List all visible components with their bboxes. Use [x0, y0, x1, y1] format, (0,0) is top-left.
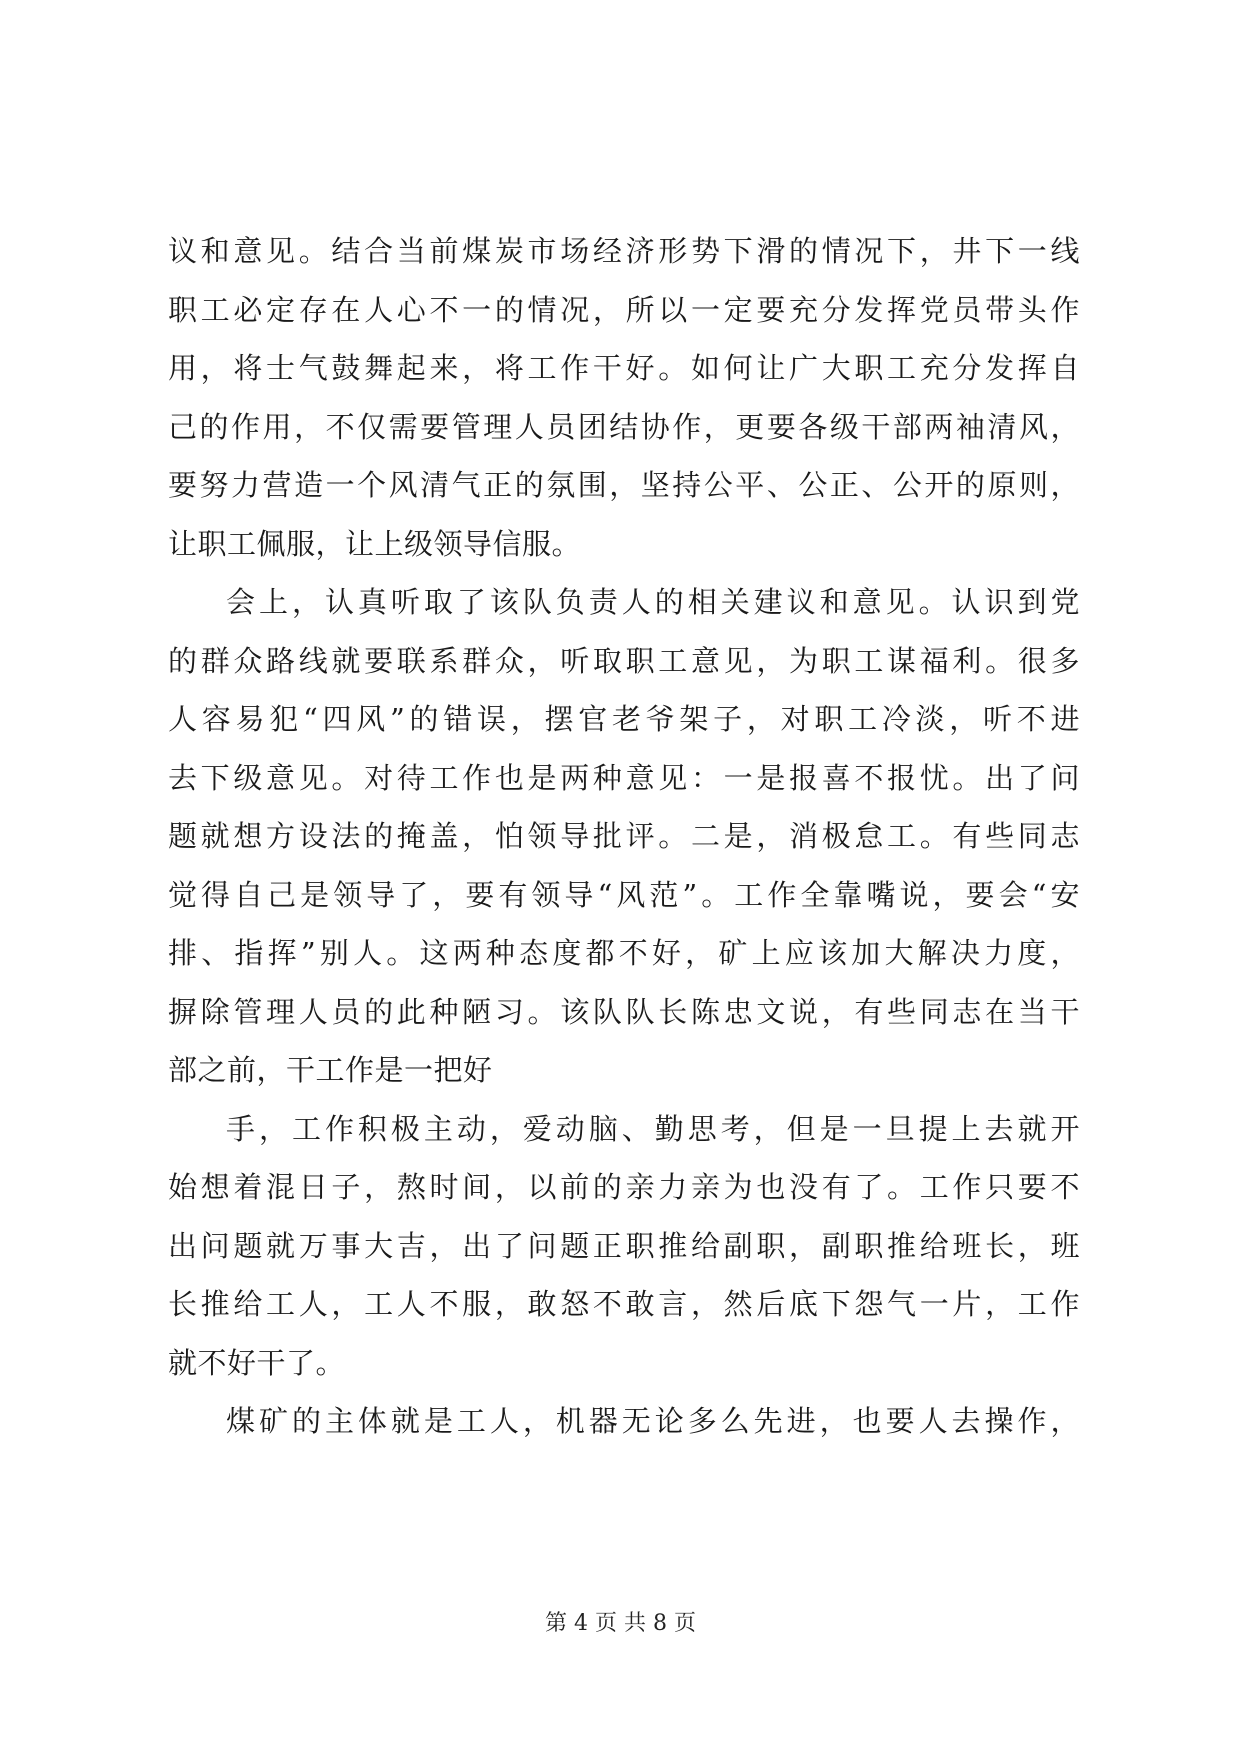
text-line: 题就想方设法的掩盖，怕领导批评。二是，消极怠工。有些同志	[168, 819, 1080, 853]
text-line: 部之前，干工作是一把好	[168, 1053, 493, 1087]
text-line: 出问题就万事大吉，出了问题正职推给副职，副职推给班长，班	[168, 1228, 1080, 1263]
text-line: 摒除管理人员的此种陋习。该队队长陈忠文说，有些同志在当干	[168, 994, 1080, 1029]
text-line: 排、指挥”别人。这两种态度都不好，矿上应该加大解决力度，	[168, 936, 1080, 970]
text-line: 让职工佩服，让上级领导信服。	[168, 526, 582, 561]
text-line: 议和意见。结合当前煤炭市场经济形势下滑的情况下，井下一线	[168, 234, 1080, 268]
text-line: 要努力营造一个风清气正的氛围，坚持公平、公正、公开的原则，	[168, 468, 1080, 502]
text-line: 就不好干了。	[168, 1345, 346, 1380]
page-footer: 第 4 页 共 8 页	[545, 1611, 696, 1636]
body-text	[168, 222, 1080, 1451]
text-line: 长推给工人，工人不服，敢怒不敢言，然后底下怨气一片，工作	[168, 1287, 1080, 1321]
text-line: 手，工作积极主动，爱动脑、勤思考，但是一旦提上去就开	[226, 1111, 1080, 1146]
text-line: 会上，认真听取了该队负责人的相关建议和意见。认识到党	[226, 585, 1080, 619]
text-line: 己的作用，不仅需要管理人员团结协作，更要各级干部两袖清风，	[168, 409, 1080, 444]
text-line: 觉得自己是领导了，要有领导“风范”。工作全靠嘴说，要会“安	[168, 877, 1080, 912]
text-line: 煤矿的主体就是工人，机器无论多么先进，也要人去操作，	[226, 1404, 1080, 1438]
text-line: 去下级意见。对待工作也是两种意见：一是报喜不报忧。出了问	[168, 760, 1080, 795]
text-line: 用，将士气鼓舞起来，将工作干好。如何让广大职工充分发挥自	[168, 351, 1080, 385]
text-line: 的群众路线就要联系群众，听取职工意见，为职工谋福利。很多	[168, 643, 1080, 678]
text-line: 职工必定存在人心不一的情况，所以一定要充分发挥党员带头作	[168, 292, 1080, 327]
text-line: 人容易犯“四风”的错误，摆官老爷架子，对职工冷淡，听不进	[168, 702, 1080, 736]
text-line: 始想着混日子，熬时间，以前的亲力亲为也没有了。工作只要不	[168, 1170, 1080, 1204]
